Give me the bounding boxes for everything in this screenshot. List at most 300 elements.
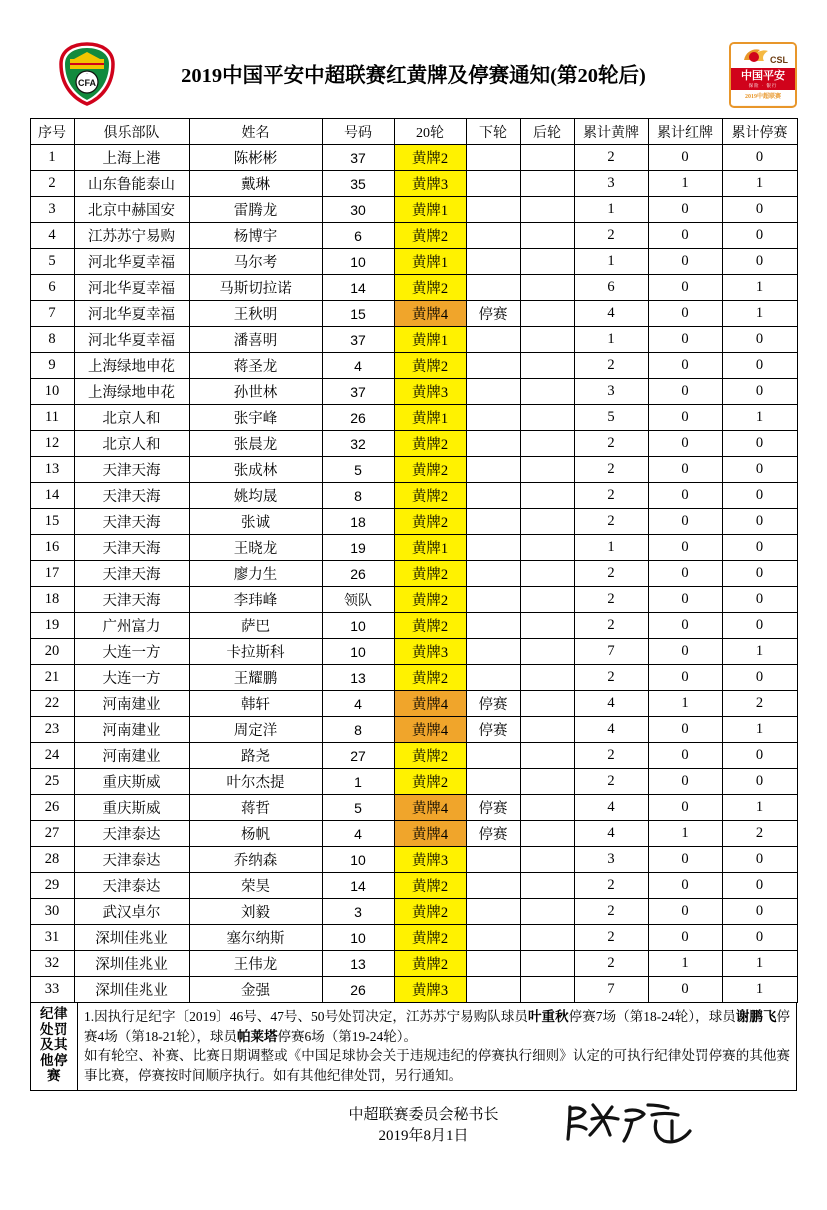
cell-next-round <box>466 145 520 171</box>
cell-total-red: 0 <box>648 899 722 925</box>
cell-total-yellow: 4 <box>574 717 648 743</box>
cell-after-round <box>520 717 574 743</box>
cell-next-round: 停赛 <box>466 821 520 847</box>
cell-player-name: 姚均晟 <box>189 483 322 509</box>
cell-after-round <box>520 405 574 431</box>
cell-player-name: 金强 <box>189 977 322 1003</box>
cell-club: 天津天海 <box>74 561 189 587</box>
cell-shirt-number: 4 <box>322 821 394 847</box>
cell-index: 6 <box>30 275 74 301</box>
cell-shirt-number: 10 <box>322 925 394 951</box>
cell-index: 26 <box>30 795 74 821</box>
cell-club: 广州富力 <box>74 613 189 639</box>
cell-club: 重庆斯威 <box>74 769 189 795</box>
table-row <box>30 613 797 639</box>
cell-next-round <box>466 223 520 249</box>
cell-club: 武汉卓尔 <box>74 899 189 925</box>
note-paragraph-2: 如有轮空、补赛、比赛日期调整或《中国足球协会关于违规违纪的停赛执行细则》认定的可执行纪律处罚停赛的其他赛事比赛，停赛按时间顺序执行。如有其他纪律处罚，另行通知。 <box>84 1048 790 1083</box>
cell-player-name: 廖力生 <box>189 561 322 587</box>
table-row <box>30 171 797 197</box>
cell-player-name: 潘喜明 <box>189 327 322 353</box>
cell-shirt-number: 26 <box>322 561 394 587</box>
cell-total-yellow: 1 <box>574 535 648 561</box>
cell-total-yellow: 3 <box>574 847 648 873</box>
cell-club: 北京人和 <box>74 431 189 457</box>
cell-club: 大连一方 <box>74 665 189 691</box>
cell-club: 河北华夏幸福 <box>74 249 189 275</box>
cell-total-suspension: 2 <box>722 691 797 717</box>
document-header <box>0 40 827 112</box>
cell-round20-card: 黄牌2 <box>394 951 466 977</box>
cell-total-suspension: 0 <box>722 873 797 899</box>
cell-next-round <box>466 743 520 769</box>
cell-total-suspension: 0 <box>722 535 797 561</box>
cell-total-yellow: 2 <box>574 873 648 899</box>
cell-round20-card: 黄牌2 <box>394 509 466 535</box>
cell-after-round <box>520 639 574 665</box>
cell-next-round <box>466 639 520 665</box>
cards-suspensions-table <box>30 118 798 1003</box>
cell-total-yellow: 2 <box>574 561 648 587</box>
cell-next-round: 停赛 <box>466 301 520 327</box>
cell-shirt-number: 35 <box>322 171 394 197</box>
signature-role: 中超联赛委员会秘书长 <box>348 1107 499 1123</box>
cell-index: 30 <box>30 899 74 925</box>
cell-next-round <box>466 171 520 197</box>
cell-next-round <box>466 613 520 639</box>
table-row <box>30 327 797 353</box>
cell-player-name: 陈彬彬 <box>189 145 322 171</box>
note-player-1: 叶重秋 <box>527 1009 569 1024</box>
cell-index: 23 <box>30 717 74 743</box>
cell-player-name: 马尔考 <box>189 249 322 275</box>
cell-round20-card: 黄牌2 <box>394 873 466 899</box>
cell-next-round <box>466 587 520 613</box>
cell-next-round <box>466 509 520 535</box>
cell-club: 深圳佳兆业 <box>74 977 189 1003</box>
cell-round20-card: 黄牌3 <box>394 171 466 197</box>
table-row <box>30 483 797 509</box>
cell-after-round <box>520 977 574 1003</box>
cell-index: 32 <box>30 951 74 977</box>
cell-club: 上海上港 <box>74 145 189 171</box>
cell-next-round <box>466 249 520 275</box>
cell-total-red: 0 <box>648 457 722 483</box>
cell-index: 11 <box>30 405 74 431</box>
cell-after-round <box>520 379 574 405</box>
note-p1-c: 停赛7场（第18-24轮），球员 <box>568 1009 736 1024</box>
cell-player-name: 韩轩 <box>189 691 322 717</box>
cell-total-yellow: 5 <box>574 405 648 431</box>
cell-total-red: 0 <box>648 561 722 587</box>
cell-club: 深圳佳兆业 <box>74 925 189 951</box>
cell-club: 天津泰达 <box>74 873 189 899</box>
csl-sponsor-sub: 保险 · 银行 <box>748 83 778 88</box>
cell-player-name: 孙世林 <box>189 379 322 405</box>
cell-after-round <box>520 587 574 613</box>
cell-index: 18 <box>30 587 74 613</box>
cell-player-name: 王晓龙 <box>189 535 322 561</box>
cell-round20-card: 黄牌4 <box>394 821 466 847</box>
cell-after-round <box>520 457 574 483</box>
cell-index: 29 <box>30 873 74 899</box>
cell-after-round <box>520 301 574 327</box>
cell-total-suspension: 0 <box>722 899 797 925</box>
cell-index: 15 <box>30 509 74 535</box>
cell-total-suspension: 2 <box>722 821 797 847</box>
cell-player-name: 马斯切拉诺 <box>189 275 322 301</box>
signature-date: 2019年8月1日 <box>378 1128 469 1144</box>
column-header-total-susp: 累计停赛 <box>722 119 797 145</box>
cell-club: 北京人和 <box>74 405 189 431</box>
cell-after-round <box>520 769 574 795</box>
cell-next-round <box>466 405 520 431</box>
cell-next-round <box>466 535 520 561</box>
cell-player-name: 雷腾龙 <box>189 197 322 223</box>
cell-total-suspension: 0 <box>722 613 797 639</box>
column-header-number: 号码 <box>322 119 394 145</box>
cell-shirt-number: 4 <box>322 353 394 379</box>
note-p1-a: 1.因执行足纪字〔2019〕46号、47号、50号处罚决定，江苏苏宁易购队球员 <box>84 1009 528 1024</box>
table-row <box>30 639 797 665</box>
cell-round20-card: 黄牌2 <box>394 275 466 301</box>
table-row <box>30 665 797 691</box>
cell-total-yellow: 1 <box>574 249 648 275</box>
cell-club: 天津天海 <box>74 587 189 613</box>
cell-total-yellow: 2 <box>574 665 648 691</box>
signature-block <box>0 1105 827 1175</box>
cell-after-round <box>520 795 574 821</box>
cell-shirt-number: 13 <box>322 665 394 691</box>
note-label-line: 纪律 <box>40 1006 68 1021</box>
cell-total-suspension: 0 <box>722 769 797 795</box>
cell-total-suspension: 0 <box>722 145 797 171</box>
cell-total-yellow: 4 <box>574 691 648 717</box>
cell-club: 江苏苏宁易购 <box>74 223 189 249</box>
cell-index: 22 <box>30 691 74 717</box>
cell-total-suspension: 0 <box>722 249 797 275</box>
cell-total-yellow: 3 <box>574 171 648 197</box>
cell-after-round <box>520 483 574 509</box>
cell-next-round <box>466 665 520 691</box>
cell-total-suspension: 0 <box>722 483 797 509</box>
cell-index: 10 <box>30 379 74 405</box>
csl-sponsor-logo <box>729 42 797 108</box>
cell-shirt-number: 6 <box>322 223 394 249</box>
cell-total-suspension: 0 <box>722 847 797 873</box>
cell-shirt-number: 13 <box>322 951 394 977</box>
cell-after-round <box>520 353 574 379</box>
cell-club: 深圳佳兆业 <box>74 951 189 977</box>
cell-total-yellow: 1 <box>574 197 648 223</box>
cell-after-round <box>520 535 574 561</box>
cell-round20-card: 黄牌2 <box>394 899 466 925</box>
cell-after-round <box>520 431 574 457</box>
cell-total-red: 0 <box>648 873 722 899</box>
table-row <box>30 535 797 561</box>
cell-index: 13 <box>30 457 74 483</box>
cell-total-red: 1 <box>648 821 722 847</box>
cell-total-red: 1 <box>648 691 722 717</box>
cell-total-suspension: 0 <box>722 925 797 951</box>
table-row <box>30 275 797 301</box>
cell-club: 河南建业 <box>74 717 189 743</box>
note-player-2: 谢鹏飞 <box>735 1009 777 1024</box>
cell-player-name: 张宇峰 <box>189 405 322 431</box>
cell-shirt-number: 37 <box>322 145 394 171</box>
cell-club: 上海绿地申花 <box>74 353 189 379</box>
cell-next-round <box>466 769 520 795</box>
cell-player-name: 刘毅 <box>189 899 322 925</box>
cell-total-suspension: 0 <box>722 743 797 769</box>
cell-total-yellow: 2 <box>574 899 648 925</box>
cell-round20-card: 黄牌4 <box>394 717 466 743</box>
cell-next-round <box>466 977 520 1003</box>
cell-shirt-number: 5 <box>322 795 394 821</box>
csl-sponsor-label: 中国平安 <box>741 70 785 82</box>
table-row <box>30 951 797 977</box>
cell-player-name: 蒋圣龙 <box>189 353 322 379</box>
cell-total-yellow: 2 <box>574 431 648 457</box>
cell-round20-card: 黄牌1 <box>394 327 466 353</box>
cell-next-round <box>466 197 520 223</box>
svg-text:CSL: CSL <box>770 55 788 65</box>
cell-shirt-number: 37 <box>322 327 394 353</box>
cell-shirt-number: 10 <box>322 639 394 665</box>
cell-index: 21 <box>30 665 74 691</box>
cell-total-red: 0 <box>648 535 722 561</box>
cell-after-round <box>520 691 574 717</box>
cell-total-red: 0 <box>648 847 722 873</box>
column-header-club: 俱乐部队 <box>74 119 189 145</box>
cell-next-round: 停赛 <box>466 691 520 717</box>
cell-club: 天津泰达 <box>74 847 189 873</box>
cell-index: 5 <box>30 249 74 275</box>
cell-next-round <box>466 379 520 405</box>
cell-player-name: 卡拉斯科 <box>189 639 322 665</box>
cell-club: 河北华夏幸福 <box>74 327 189 353</box>
cell-player-name: 杨帆 <box>189 821 322 847</box>
cell-shirt-number: 5 <box>322 457 394 483</box>
cell-club: 河北华夏幸福 <box>74 275 189 301</box>
cell-index: 4 <box>30 223 74 249</box>
cell-player-name: 萨巴 <box>189 613 322 639</box>
note-label-line: 及其 <box>40 1037 68 1052</box>
cell-after-round <box>520 821 574 847</box>
cell-index: 3 <box>30 197 74 223</box>
cell-total-red: 0 <box>648 977 722 1003</box>
cell-total-suspension: 1 <box>722 977 797 1003</box>
csl-season-label: 2019中超联赛 <box>731 90 795 105</box>
cell-index: 14 <box>30 483 74 509</box>
cell-index: 28 <box>30 847 74 873</box>
cell-total-suspension: 0 <box>722 509 797 535</box>
cell-after-round <box>520 223 574 249</box>
cell-next-round: 停赛 <box>466 717 520 743</box>
cell-after-round <box>520 743 574 769</box>
cell-total-suspension: 0 <box>722 379 797 405</box>
cell-round20-card: 黄牌1 <box>394 249 466 275</box>
cell-round20-card: 黄牌4 <box>394 795 466 821</box>
cell-round20-card: 黄牌1 <box>394 535 466 561</box>
page-title: 2019中国平安中超联赛红黄牌及停赛通知(第20轮后) <box>181 65 646 87</box>
cell-shirt-number: 30 <box>322 197 394 223</box>
cell-next-round <box>466 873 520 899</box>
note-p1-e: 停赛4场（第18-21轮），球员 <box>84 1009 791 1044</box>
cell-total-red: 0 <box>648 769 722 795</box>
cell-shirt-number: 4 <box>322 691 394 717</box>
cell-total-suspension: 0 <box>722 431 797 457</box>
cell-round20-card: 黄牌4 <box>394 301 466 327</box>
svg-text:CFA: CFA <box>78 78 96 88</box>
cell-player-name: 路尧 <box>189 743 322 769</box>
cell-next-round <box>466 847 520 873</box>
cell-total-red: 0 <box>648 223 722 249</box>
cell-after-round <box>520 327 574 353</box>
cell-index: 16 <box>30 535 74 561</box>
table-row <box>30 353 797 379</box>
cell-total-red: 0 <box>648 925 722 951</box>
cell-total-suspension: 1 <box>722 275 797 301</box>
table-row <box>30 431 797 457</box>
cell-next-round <box>466 925 520 951</box>
cell-after-round <box>520 145 574 171</box>
cell-club: 河北华夏幸福 <box>74 301 189 327</box>
cell-club: 上海绿地申花 <box>74 379 189 405</box>
cell-shirt-number: 8 <box>322 717 394 743</box>
column-header-after: 后轮 <box>520 119 574 145</box>
cell-total-yellow: 2 <box>574 483 648 509</box>
table-row <box>30 561 797 587</box>
cell-total-yellow: 4 <box>574 301 648 327</box>
cell-player-name: 塞尔纳斯 <box>189 925 322 951</box>
table-row <box>30 977 797 1003</box>
cell-total-yellow: 2 <box>574 145 648 171</box>
table-row <box>30 743 797 769</box>
cell-shirt-number: 14 <box>322 873 394 899</box>
cell-total-red: 0 <box>648 405 722 431</box>
cell-total-red: 0 <box>648 249 722 275</box>
cell-round20-card: 黄牌3 <box>394 639 466 665</box>
cell-player-name: 杨博宇 <box>189 223 322 249</box>
cell-round20-card: 黄牌2 <box>394 431 466 457</box>
table-row <box>30 847 797 873</box>
cell-total-red: 0 <box>648 795 722 821</box>
table-row <box>30 405 797 431</box>
table-row <box>30 691 797 717</box>
cell-player-name: 李玮峰 <box>189 587 322 613</box>
cell-index: 2 <box>30 171 74 197</box>
column-header-total-red: 累计红牌 <box>648 119 722 145</box>
cell-round20-card: 黄牌2 <box>394 769 466 795</box>
cell-total-yellow: 2 <box>574 223 648 249</box>
note-label-line: 赛 <box>47 1068 61 1083</box>
cell-round20-card: 黄牌1 <box>394 405 466 431</box>
cell-round20-card: 黄牌2 <box>394 145 466 171</box>
table-row <box>30 457 797 483</box>
cell-index: 24 <box>30 743 74 769</box>
cell-next-round <box>466 327 520 353</box>
cell-total-red: 0 <box>648 483 722 509</box>
cell-index: 25 <box>30 769 74 795</box>
cell-total-red: 0 <box>648 665 722 691</box>
cell-next-round <box>466 275 520 301</box>
cell-total-yellow: 7 <box>574 977 648 1003</box>
cell-round20-card: 黄牌2 <box>394 483 466 509</box>
cell-total-yellow: 6 <box>574 275 648 301</box>
cell-after-round <box>520 509 574 535</box>
column-header-total-yellow: 累计黄牌 <box>574 119 648 145</box>
table-row <box>30 249 797 275</box>
cell-total-red: 0 <box>648 743 722 769</box>
note-label-line: 处罚 <box>40 1021 68 1037</box>
cell-next-round: 停赛 <box>466 795 520 821</box>
cell-total-red: 0 <box>648 327 722 353</box>
cell-shirt-number: 10 <box>322 249 394 275</box>
cell-after-round <box>520 847 574 873</box>
cell-round20-card: 黄牌3 <box>394 847 466 873</box>
cell-round20-card: 黄牌1 <box>394 197 466 223</box>
table-row <box>30 795 797 821</box>
cell-club: 天津天海 <box>74 535 189 561</box>
cell-total-red: 0 <box>648 587 722 613</box>
cell-total-suspension: 1 <box>722 951 797 977</box>
cell-total-suspension: 0 <box>722 457 797 483</box>
cell-total-suspension: 0 <box>722 587 797 613</box>
cell-total-suspension: 0 <box>722 665 797 691</box>
cell-total-red: 0 <box>648 353 722 379</box>
cell-round20-card: 黄牌2 <box>394 743 466 769</box>
cell-total-yellow: 2 <box>574 457 648 483</box>
handwritten-signature <box>560 1095 700 1157</box>
cell-player-name: 乔纳森 <box>189 847 322 873</box>
cell-total-yellow: 2 <box>574 613 648 639</box>
cell-player-name: 周定洋 <box>189 717 322 743</box>
discipline-note-table <box>30 1002 797 1091</box>
cell-shirt-number: 1 <box>322 769 394 795</box>
cell-index: 31 <box>30 925 74 951</box>
cell-next-round <box>466 899 520 925</box>
cell-after-round <box>520 873 574 899</box>
cell-after-round <box>520 925 574 951</box>
table-row <box>30 301 797 327</box>
cell-after-round <box>520 665 574 691</box>
cell-shirt-number: 19 <box>322 535 394 561</box>
cell-total-red: 0 <box>648 431 722 457</box>
table-row <box>30 509 797 535</box>
table-header-row <box>30 119 797 145</box>
cell-total-suspension: 0 <box>722 223 797 249</box>
cell-shirt-number: 10 <box>322 847 394 873</box>
cell-total-suspension: 0 <box>722 561 797 587</box>
column-header-round20: 20轮 <box>394 119 466 145</box>
cell-index: 12 <box>30 431 74 457</box>
table-row <box>30 587 797 613</box>
table-row <box>30 223 797 249</box>
cell-club: 天津天海 <box>74 509 189 535</box>
cell-total-red: 0 <box>648 145 722 171</box>
table-row <box>30 379 797 405</box>
cell-next-round <box>466 431 520 457</box>
column-header-next: 下轮 <box>466 119 520 145</box>
note-player-3: 帕莱塔 <box>237 1028 278 1044</box>
cell-round20-card: 黄牌3 <box>394 379 466 405</box>
cell-index: 8 <box>30 327 74 353</box>
cell-player-name: 蒋哲 <box>189 795 322 821</box>
cell-index: 17 <box>30 561 74 587</box>
cell-next-round <box>466 457 520 483</box>
cell-total-red: 0 <box>648 509 722 535</box>
